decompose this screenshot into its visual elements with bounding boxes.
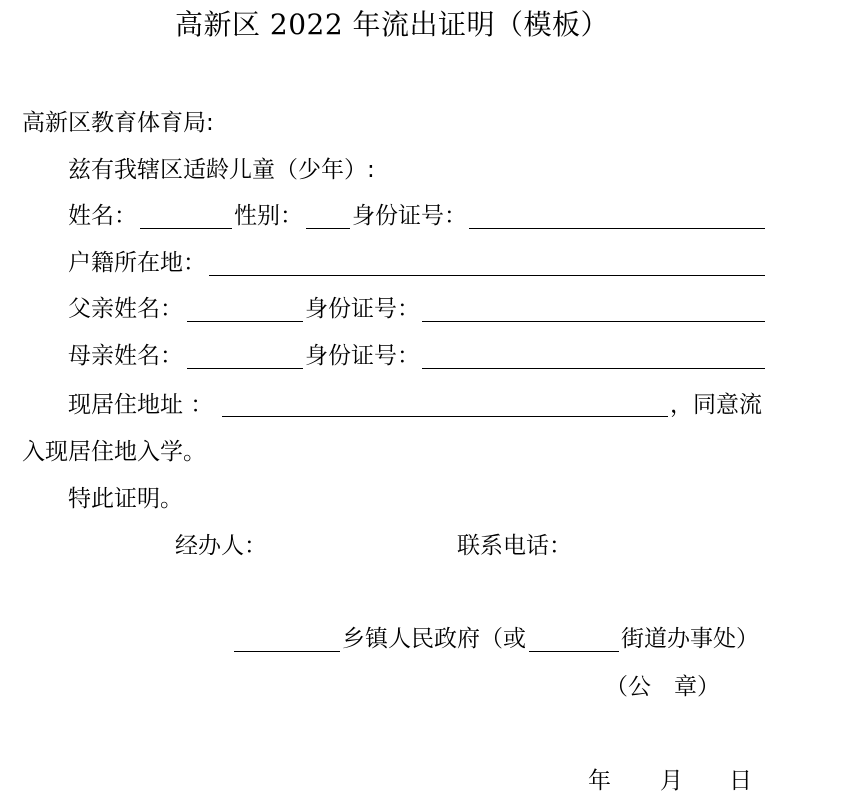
handler-label: 经办人： <box>175 533 267 559</box>
mother-id-label: 身份证号： <box>305 343 420 369</box>
gender-blank[interactable] <box>306 228 350 229</box>
father-blank[interactable] <box>187 321 303 322</box>
intro-line: 兹有我辖区适龄儿童（少年）: <box>68 157 375 183</box>
father-label: 父亲姓名： <box>68 296 183 322</box>
name-label: 姓名： <box>68 203 137 229</box>
father-id-label: 身份证号： <box>305 296 420 322</box>
residence-suffix: ，同意流 <box>670 392 762 418</box>
residence-blank[interactable] <box>222 416 668 417</box>
gender-label: 性别： <box>234 203 303 229</box>
date-day: 日 <box>729 768 752 794</box>
id-label: 身份证号： <box>352 203 467 229</box>
phone-label: 联系电话： <box>457 533 572 559</box>
father-id-blank[interactable] <box>422 321 765 322</box>
certify-line: 特此证明。 <box>68 486 183 512</box>
town-blank[interactable] <box>234 651 340 652</box>
street-blank[interactable] <box>529 651 619 652</box>
street-office-label: 街道办事处） <box>621 626 759 652</box>
household-blank[interactable] <box>209 275 765 276</box>
residence-label: 现居住地址 ： <box>68 392 214 418</box>
town-government-label: 乡镇人民政府（或 <box>342 626 526 652</box>
date-year: 年 <box>588 768 611 794</box>
household-label: 户籍所在地： <box>68 250 206 276</box>
name-blank[interactable] <box>140 228 232 229</box>
mother-blank[interactable] <box>187 368 303 369</box>
id-blank[interactable] <box>469 228 765 229</box>
residence-continuation: 入现居住地入学。 <box>22 439 206 465</box>
addressee: 高新区教育体育局: <box>22 110 214 136</box>
mother-id-blank[interactable] <box>422 368 765 369</box>
date-month: 月 <box>660 768 683 794</box>
seal-label: （公 章） <box>605 674 720 700</box>
document-title: 高新区 2022 年流出证明（模板） <box>175 8 610 41</box>
mother-label: 母亲姓名： <box>68 343 183 369</box>
